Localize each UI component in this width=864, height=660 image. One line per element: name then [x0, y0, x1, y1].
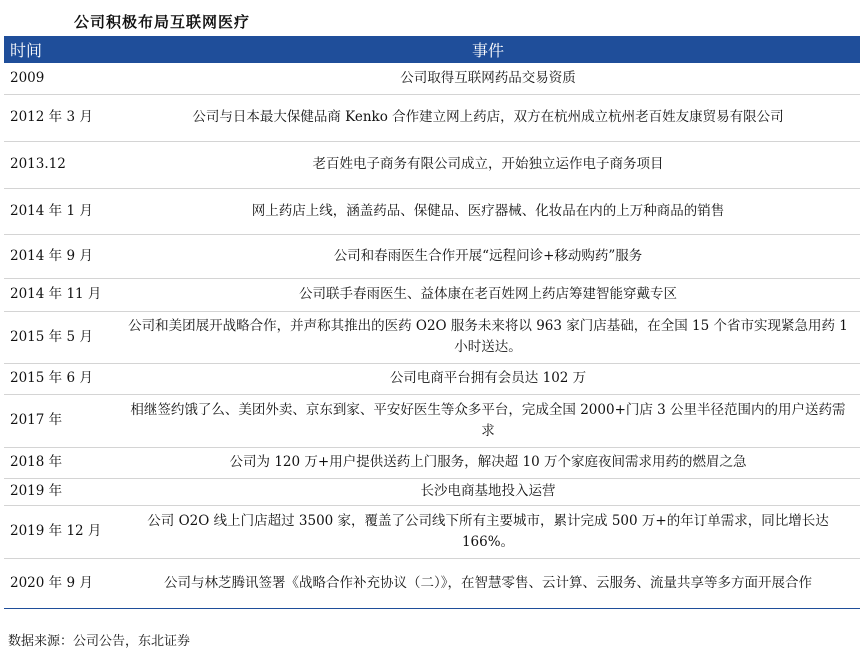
row-event: 公司与林芝腾讯签署《战略合作补充协议（二）》，在智慧零售、云计算、云服务、流量共享等多方面开展合作 — [116, 558, 860, 608]
data-source-note: 数据来源：公司公告，东北证券 — [8, 634, 191, 649]
table-row — [4, 505, 860, 558]
row-event: 网上药店上线，涵盖药品、保健品、医疗器械、化妆品在内的上万种商品的销售 — [116, 188, 860, 234]
table-row — [4, 188, 860, 234]
row-event: 公司电商平台拥有会员达 102 万 — [116, 363, 860, 394]
table-row — [4, 558, 860, 608]
table-row — [4, 311, 860, 363]
row-event: 公司 O2O 线上门店超过 3500 家，覆盖了公司线下所有主要城市，累计完成 500 万+的年订单需求，同比增长达 166%。 — [116, 505, 860, 558]
row-event: 长沙电商基地投入运营 — [116, 478, 860, 505]
page-title: 公司积极布局互联网医疗 — [74, 13, 251, 31]
row-time: 2014 年 9 月 — [4, 234, 116, 278]
row-time: 2012 年 3 月 — [4, 94, 116, 141]
row-time: 2015 年 5 月 — [4, 311, 116, 363]
row-time: 2019 年 — [4, 478, 116, 505]
row-time: 2017 年 — [4, 394, 116, 447]
table-row — [4, 447, 860, 478]
table-row — [4, 363, 860, 394]
row-time: 2014 年 1 月 — [4, 188, 116, 234]
row-time: 2013.12 — [4, 141, 116, 188]
row-time: 2020 年 9 月 — [4, 558, 116, 608]
table-row — [4, 278, 860, 311]
row-time: 2015 年 6 月 — [4, 363, 116, 394]
header-event: 事件 — [116, 36, 860, 63]
row-event: 公司取得互联网药品交易资质 — [116, 63, 860, 94]
row-event: 公司联手春雨医生、益体康在老百姓网上药店筹建智能穿戴专区 — [116, 278, 860, 311]
row-event: 老百姓电子商务有限公司成立，开始独立运作电子商务项目 — [116, 141, 860, 188]
row-event: 相继签约饿了么、美团外卖、京东到家、平安好医生等众多平台，完成全国 2000+门店 3 公里半径范围内的用户送药需求 — [116, 394, 860, 447]
table-row — [4, 394, 860, 447]
table-row — [4, 478, 860, 505]
row-time: 2019 年 12 月 — [4, 505, 116, 558]
table-row — [4, 234, 860, 278]
header-time: 时间 — [4, 36, 116, 63]
table-header-row — [4, 36, 860, 63]
row-time: 2009 — [4, 63, 116, 94]
row-event: 公司和美团展开战略合作，并声称其推出的医药 O2O 服务未来将以 963 家门店基础，在全国 15 个省市实现紧急用药 1 小时送达。 — [116, 311, 860, 363]
row-event: 公司与日本最大保健品商 Kenko 合作建立网上药店，双方在杭州成立杭州老百姓友康贸易有限公司 — [116, 94, 860, 141]
row-event: 公司和春雨医生合作开展“远程问诊+移动购药”服务 — [116, 234, 860, 278]
table-row — [4, 141, 860, 188]
timeline-table — [4, 36, 860, 609]
table-row — [4, 94, 860, 141]
row-time: 2014 年 11 月 — [4, 278, 116, 311]
row-event: 公司为 120 万+用户提供送药上门服务，解决超 10 万个家庭夜间需求用药的燃眉之急 — [116, 447, 860, 478]
row-time: 2018 年 — [4, 447, 116, 478]
table-row — [4, 63, 860, 94]
